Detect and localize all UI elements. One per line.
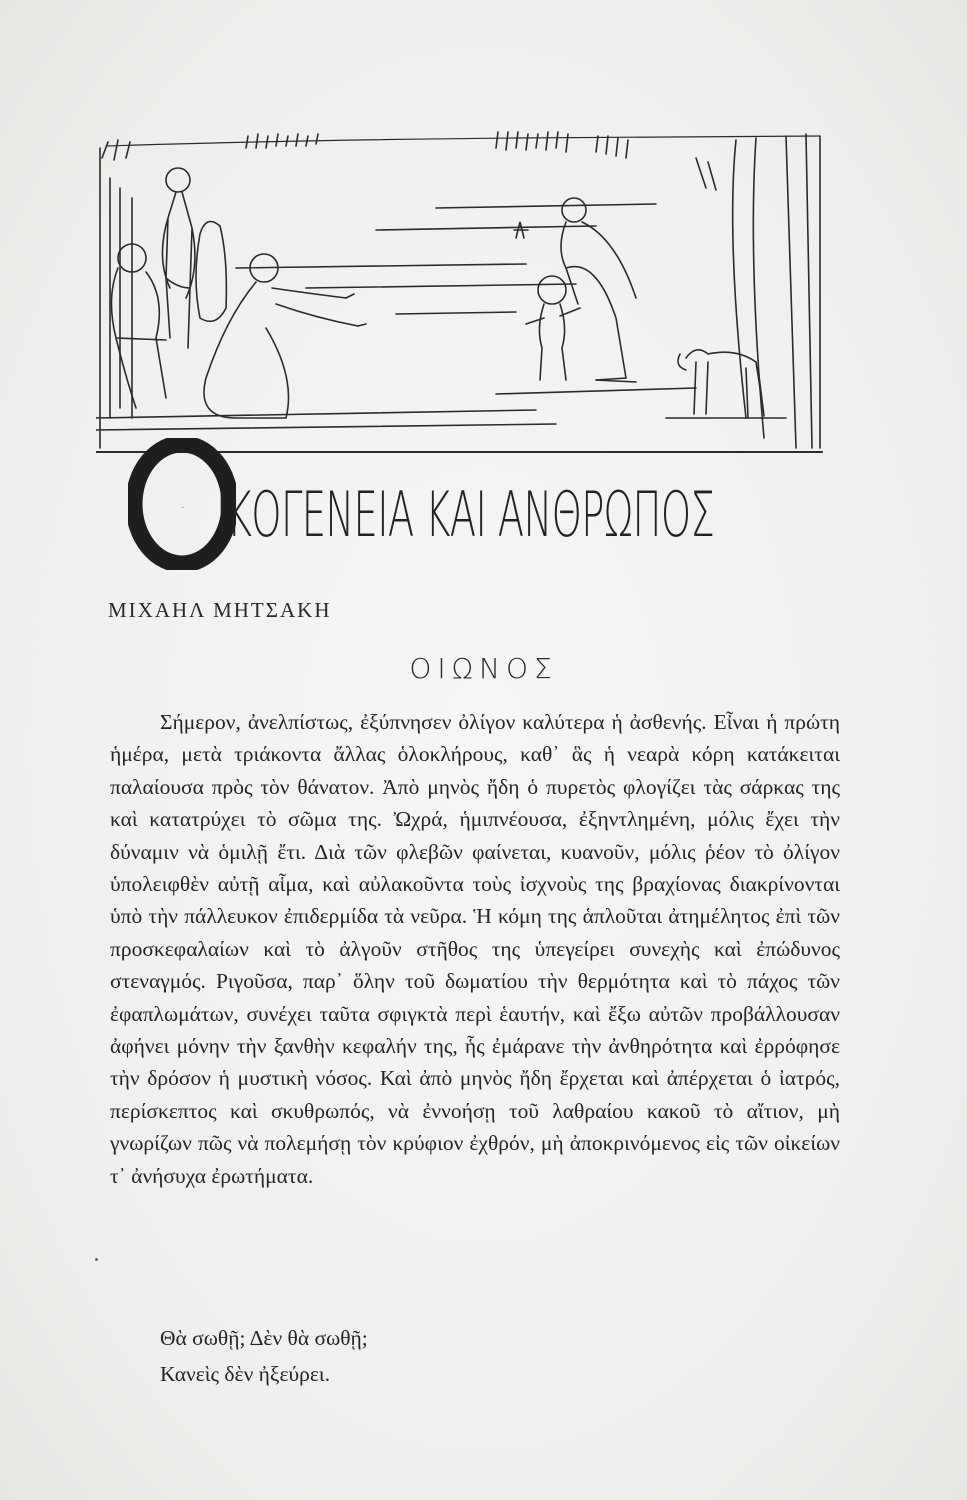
paragraph: Σήμερον, ἀνελπίστως, ἐξύπνησεν ὀλίγον καλύτερα ἡ ἀσθενής. Εἶναι ἡ πρώτη ἡμέρα, μετὰ τριάκοντα ἄλλας ὁλοκλήρους, καθ᾿ ἃς ἡ νεαρὰ κόρη κατάκειται παλαίουσα πρὸς τὸν θάνατον. Ἀπὸ μηνὸς ἤδη ὁ πυρετὸς φλογίζει τὰς σάρκας της καὶ κατατρύχει τὸ σῶμα της. Ὠχρά, ἡμιπνέουσα, ἐξηντλημένη, μόλις ἔχει τὴν δύναμιν νὰ ὁμιλῇ ἔτι. Διὰ τῶν φλεβῶν φαίνεται, κυανοῦν, μόλις ῥέον τὸ ὀλίγον ὑπολειφθὲν αὐτῇ αἷμα, καὶ αὐλακοῦντα τοὺς ἰσχνοὺς της βραχίονας διακρίνονται ὑπὸ τὴν πάλλευκον ἐπιδερμίδα τὰ νεῦρα. Ἡ κόμη της ἁπλοῦται ἀτημέλητος ἐπὶ τῶν προσκεφαλαίων καὶ τὸ ἀλγοῦν στῆθος της ὑπεγείρει συνεχὴς καὶ ἐπώδυνος στεναγμός. Ριγοῦσα, παρ᾿ ὅλην τοῦ δωματίου τὴν θερμότητα καὶ τὸ πάχος τῶν ἐφαπλωμάτων, συνέχει ταῦτα σφιγκτὰ περὶ ἑαυτήν, καὶ ἔξω αὐτῶν προβάλλουσαν ἀφήνει μόνην τὴν ξανθὴν κεφαλήν της, ἧς ἐμάρανε τὴν ἀνθηρότητα καὶ ἐρρόφησε τὴν δρόσον ἡ μυστικὴ νόσος. Καὶ ἀπὸ μηνὸς ἤδη ἔρχεται καὶ ἀπέρχεται ὁ ἰατρός, περίσκεπτος καὶ σκυθρωπός, νὰ ἐννοήσῃ τοῦ λαθραίου κακοῦ τὸ αἴτιον, μὴ γνωρίζων πῶς νὰ πολεμήσῃ τὸν κρύφιον ἐχθρόν, μὴ ἀποκρινόμενος εἰς τῶν οἰκείων τ᾿ ἀνήσυχα ἐρωτήματα.	[110, 710, 840, 1188]
headline	[128, 438, 848, 574]
story-title: ΟΙΩΝΟΣ	[409, 652, 558, 685]
header-illustration	[96, 118, 826, 456]
headline-text: ΙΚΟΓΕΝΕΙΑ ΚΑΙ ΑΝΘΡΩΠΟΣ	[216, 478, 715, 551]
stray-mark	[95, 1258, 98, 1261]
body-text	[110, 706, 840, 1192]
dialogue-line-2: Κανεὶς δὲν ἠξεύρει.	[160, 1362, 331, 1386]
author-name: ΜΙΧΑΗΛ ΜΗΤΣΑΚΗ	[108, 598, 332, 622]
dialogue-line-1: Θὰ σωθῇ; Δὲν θὰ σωθῇ;	[160, 1326, 368, 1350]
initial-letter-text: Ο	[182, 507, 184, 509]
